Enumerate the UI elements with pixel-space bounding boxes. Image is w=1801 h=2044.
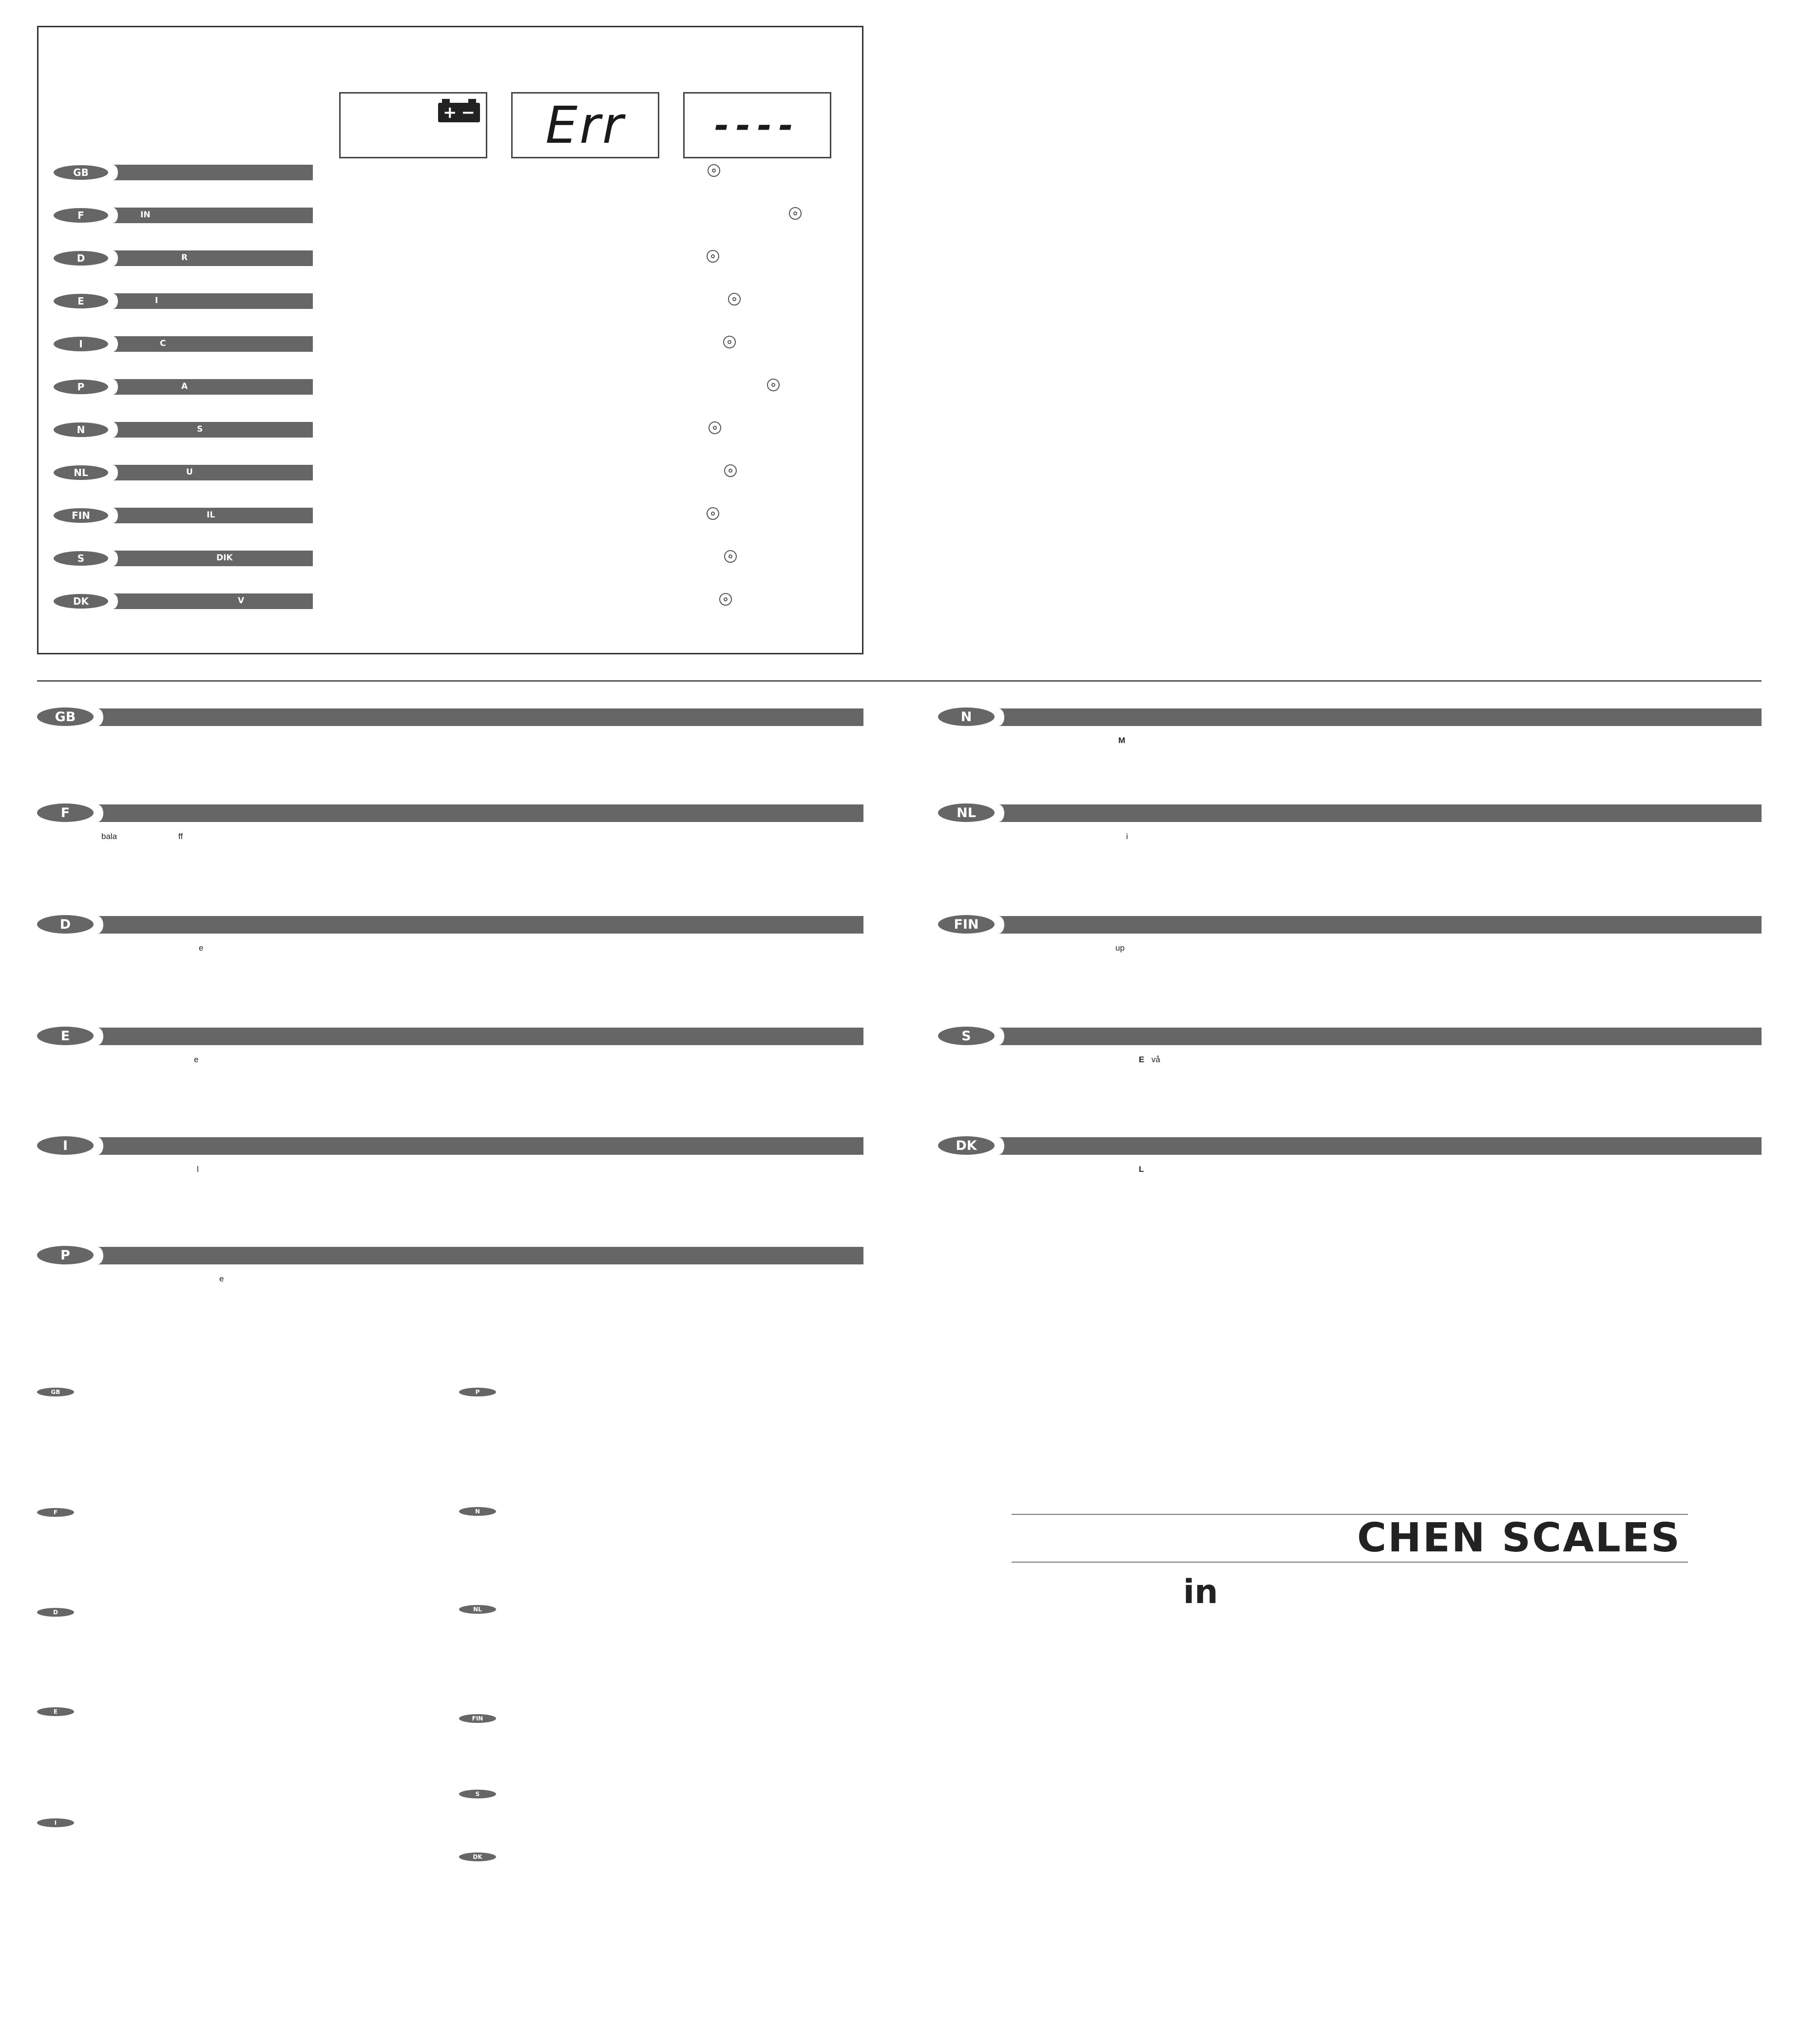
language-code-badge: F — [54, 208, 108, 223]
section-header — [37, 708, 863, 726]
panel-row — [54, 250, 313, 267]
section-text: e — [199, 943, 204, 953]
language-bar-text: IN — [140, 210, 151, 220]
display-reference-panel — [37, 26, 863, 654]
section-bar — [994, 1028, 1762, 1045]
section-bar — [93, 1247, 863, 1264]
language-code-badge: GB — [54, 165, 108, 180]
section-bar — [93, 916, 863, 934]
section-language-badge: E — [37, 1027, 94, 1045]
section-language-badge: I — [37, 1136, 94, 1155]
section-bar — [93, 1137, 863, 1155]
language-code-badge: D — [54, 251, 108, 266]
section-language-badge: S — [938, 1027, 995, 1045]
target-icon — [728, 293, 741, 306]
language-bar — [108, 336, 313, 352]
lcd-overload-text: ---- — [714, 105, 800, 146]
language-code-badge: S — [54, 551, 108, 566]
small-language-badge: D — [37, 1608, 74, 1617]
small-language-badge: GB — [37, 1388, 74, 1396]
section-text: vå — [1151, 1055, 1160, 1064]
language-bar — [108, 208, 313, 223]
language-bar-text: I — [155, 296, 158, 306]
small-language-badge: F — [37, 1508, 74, 1517]
language-code-badge: P — [54, 380, 108, 394]
language-bar — [108, 593, 313, 609]
small-language-badge: S — [459, 1790, 496, 1798]
section-text: M — [1118, 736, 1126, 745]
language-code-badge: NL — [54, 465, 108, 480]
panel-row — [54, 208, 313, 224]
panel-row — [54, 422, 313, 439]
battery-plus-sign: + — [443, 103, 457, 122]
small-language-badge: FIN — [459, 1714, 496, 1723]
small-language-badge: I — [37, 1818, 74, 1827]
section-bar — [93, 708, 863, 726]
section-bar — [994, 916, 1762, 934]
section-header — [37, 1247, 863, 1264]
battery-minus-sign: − — [461, 103, 475, 122]
section-bar — [994, 1137, 1762, 1155]
section-language-badge: D — [37, 915, 94, 934]
section-header — [37, 916, 863, 934]
section-text: bala — [101, 832, 117, 841]
section-bar — [994, 804, 1762, 822]
language-bar — [108, 508, 313, 523]
language-bar — [108, 293, 313, 309]
target-icon — [707, 507, 719, 520]
section-language-badge: P — [37, 1246, 94, 1264]
language-code-badge: DK — [54, 594, 108, 609]
language-bar-text: R — [181, 253, 188, 263]
section-text: ff — [178, 832, 183, 841]
panel-row — [54, 293, 313, 310]
panel-row — [54, 465, 313, 481]
section-header — [938, 916, 1762, 934]
section-header — [938, 804, 1762, 822]
panel-row — [54, 165, 313, 181]
section-bar — [93, 804, 863, 822]
panel-row — [54, 379, 313, 396]
logo-rule-bottom — [1012, 1562, 1688, 1563]
lcd-error — [511, 92, 659, 158]
panel-row — [54, 336, 313, 353]
language-bar — [108, 250, 313, 266]
section-header — [938, 1137, 1762, 1155]
language-bar — [108, 422, 313, 438]
brand-sub-text: in — [1183, 1573, 1218, 1611]
language-bar — [108, 379, 313, 395]
section-language-badge: NL — [938, 803, 995, 822]
lcd-low-battery — [339, 92, 487, 158]
target-icon — [709, 421, 721, 434]
language-bar — [108, 551, 313, 566]
language-bar-text: C — [160, 339, 166, 348]
section-header — [37, 804, 863, 822]
language-bar-text: U — [186, 467, 193, 477]
language-bar — [108, 465, 313, 480]
section-language-badge: GB — [37, 707, 94, 726]
language-bar-text: S — [197, 424, 203, 434]
battery-icon — [438, 99, 480, 122]
panel-row — [54, 551, 313, 567]
language-bar-text: IL — [207, 510, 215, 520]
target-icon — [708, 164, 720, 177]
section-text: l — [197, 1165, 199, 1174]
target-icon — [719, 593, 732, 606]
small-language-badge: E — [37, 1707, 74, 1716]
language-bar — [108, 165, 313, 180]
language-bar-text: DIK — [216, 553, 233, 563]
language-code-badge: I — [54, 337, 108, 351]
section-language-badge: F — [37, 803, 94, 822]
language-code-badge: N — [54, 422, 108, 437]
section-text: i — [1126, 832, 1128, 841]
lcd-error-text: Err — [545, 96, 625, 155]
section-header — [37, 1028, 863, 1045]
section-text: L — [1139, 1165, 1144, 1174]
section-bar — [994, 708, 1762, 726]
section-bar — [93, 1028, 863, 1045]
lcd-overload — [683, 92, 831, 158]
section-text: E — [1139, 1055, 1145, 1064]
panel-row — [54, 508, 313, 524]
panel-row — [54, 593, 313, 610]
small-language-badge: P — [459, 1388, 496, 1396]
small-language-badge: NL — [459, 1605, 496, 1614]
language-code-badge: E — [54, 294, 108, 308]
section-text: up — [1115, 943, 1125, 953]
target-icon — [767, 379, 780, 391]
language-bar-text: V — [238, 596, 245, 606]
language-code-badge: FIN — [54, 508, 108, 523]
target-icon — [707, 250, 719, 263]
section-header — [938, 1028, 1762, 1045]
language-bar-text: A — [181, 382, 188, 391]
section-language-badge: DK — [938, 1136, 995, 1155]
target-icon — [723, 336, 736, 348]
target-icon — [724, 550, 737, 563]
small-language-badge: DK — [459, 1853, 496, 1861]
target-icon — [724, 464, 737, 477]
section-language-badge: FIN — [938, 915, 995, 934]
brand-logo-text: CHEN SCALES — [1357, 1515, 1681, 1561]
section-header — [37, 1137, 863, 1155]
section-text: e — [219, 1274, 224, 1283]
section-divider — [37, 680, 1762, 682]
section-header — [938, 708, 1762, 726]
target-icon — [789, 207, 802, 220]
section-language-badge: N — [938, 707, 995, 726]
small-language-badge: N — [459, 1507, 496, 1516]
section-text: e — [194, 1055, 199, 1064]
